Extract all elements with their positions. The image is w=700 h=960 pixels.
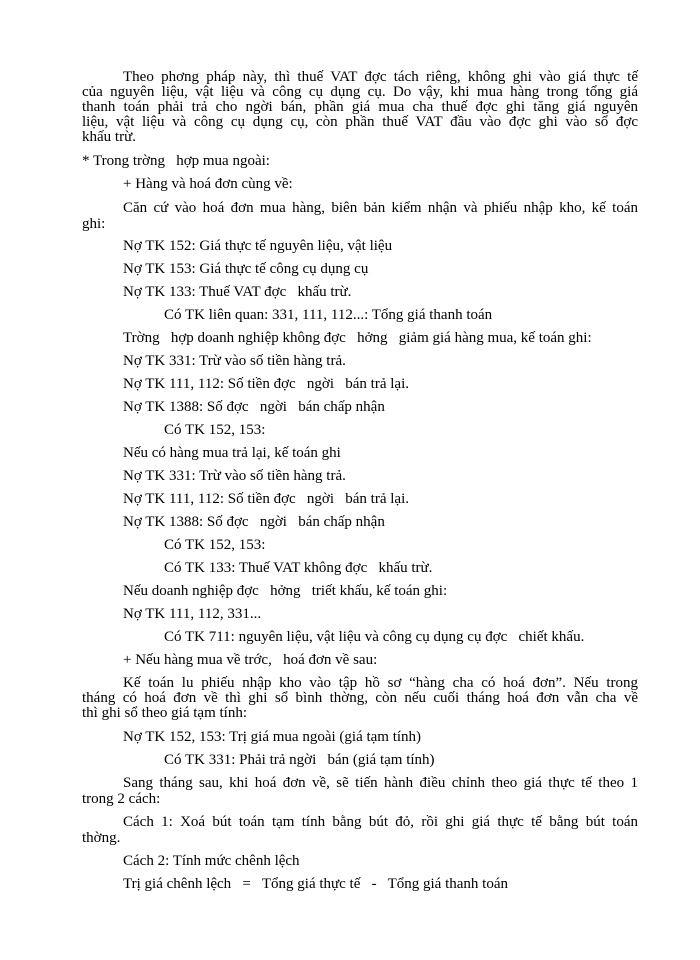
entry-line: Có TK 711: nguyên liệu, vật liệu và công cụ dụng cụ đợc chiết khấu. <box>164 629 585 645</box>
entry-line: Có TK liên quan: 331, 111, 112...: Tổng giá thanh toán <box>164 307 493 323</box>
entry-line: Có TK 331: Phải trả ngời bán (giá tạm tính) <box>164 752 435 768</box>
entry-line: Nợ TK 152, 153: Trị giá mua ngoài (giá tạm tính) <box>123 729 422 745</box>
entry-line: Nợ TK 1388: Số đợc ngời bán chấp nhận <box>123 514 385 530</box>
paragraph-line: khấu trừ. <box>82 129 136 145</box>
case-heading: * Trong trờng hợp mua ngoài: <box>82 153 270 169</box>
subheading: + Nếu hàng mua về trớc, hoá đơn về sau: <box>123 652 378 668</box>
entry-line: Nợ TK 331: Trừ vào số tiền hàng trả. <box>123 353 346 369</box>
entry-line: Nợ TK 133: Thuế VAT đợc khấu trừ. <box>123 284 352 300</box>
entry-line: Nợ TK 331: Trừ vào số tiền hàng trả. <box>123 468 346 484</box>
entry-line: Nợ TK 152: Giá thực tế nguyên liệu, vật liệu <box>123 238 393 254</box>
entry-line: Nợ TK 111, 112, 331... <box>123 606 262 622</box>
entry-line: Nợ TK 153: Giá thực tế công cụ dụng cụ <box>123 261 369 277</box>
subheading: + Hàng và hoá đơn cùng về: <box>123 176 293 192</box>
paragraph-line: Căn cứ vào hoá đơn mua hàng, biên bản kiểm nhận và phiếu nhập kho, kế toán <box>123 200 638 216</box>
entry-line: Có TK 133: Thuế VAT không đợc khấu trừ. <box>164 560 433 576</box>
paragraph-line: của nguyên liệu, vật liệu và công cụ dụng cụ. Do vậy, khi mua hàng trong tổng giá <box>82 84 638 100</box>
paragraph-line: thì ghi sổ theo giá tạm tính: <box>82 705 247 721</box>
formula-line: Trị giá chênh lệch = Tổng giá thực tế - Tổng giá thanh toán <box>123 876 508 892</box>
entry-line: Có TK 152, 153: <box>164 537 266 553</box>
entry-line: Nếu có hàng mua trả lại, kế toán ghi <box>123 445 341 461</box>
paragraph-line: thanh toán phải trả cho ngời bán, phần giá mua cha thuế đợc ghi tăng giá nguyên <box>82 99 638 115</box>
entry-line: Nợ TK 111, 112: Số tiền đợc ngời bán trả lại. <box>123 491 409 507</box>
paragraph-line: Theo phơng pháp này, thì thuế VAT đợc tách riêng, không ghi vào giá thực tế <box>123 69 638 85</box>
paragraph-line: Sang tháng sau, khi hoá đơn về, sẽ tiến hành điều chỉnh theo giá thực tế theo 1 <box>123 775 638 791</box>
paragraph-line: ghi: <box>82 216 106 232</box>
entry-line: Nợ TK 111, 112: Số tiền đợc ngời bán trả lại. <box>123 376 409 392</box>
entry-line: Có TK 152, 153: <box>164 422 266 438</box>
entry-line: Nợ TK 1388: Số đợc ngời bán chấp nhận <box>123 399 385 415</box>
paragraph-line: Kế toán lu phiếu nhập kho vào tập hồ sơ “hàng cha có hoá đơn”. Nếu trong <box>123 675 638 691</box>
paragraph-line: liệu, vật liệu và công cụ dụng cụ, còn phần thuế VAT đầu vào đợc ghi vào sổ đợc <box>82 114 638 130</box>
paragraph-line: trong 2 cách: <box>82 791 161 807</box>
entry-line: Trờng hợp doanh nghiệp không đợc hởng giảm giá hàng mua, kế toán ghi: <box>123 330 592 346</box>
entry-line: Nếu doanh nghiệp đợc hởng triết khấu, kế toán ghi: <box>123 583 448 599</box>
method-line: Cách 2: Tính mức chênh lệch <box>123 853 300 869</box>
paragraph-line: thờng. <box>82 830 121 846</box>
paragraph-line: Cách 1: Xoá bút toán tạm tính bằng bút đỏ, rồi ghi giá thực tế bằng bút toán <box>123 814 638 830</box>
paragraph-line: tháng có hoá đơn về thì ghi sổ bình thờng, còn nếu cuối tháng hoá đơn vẫn cha về <box>82 690 638 706</box>
